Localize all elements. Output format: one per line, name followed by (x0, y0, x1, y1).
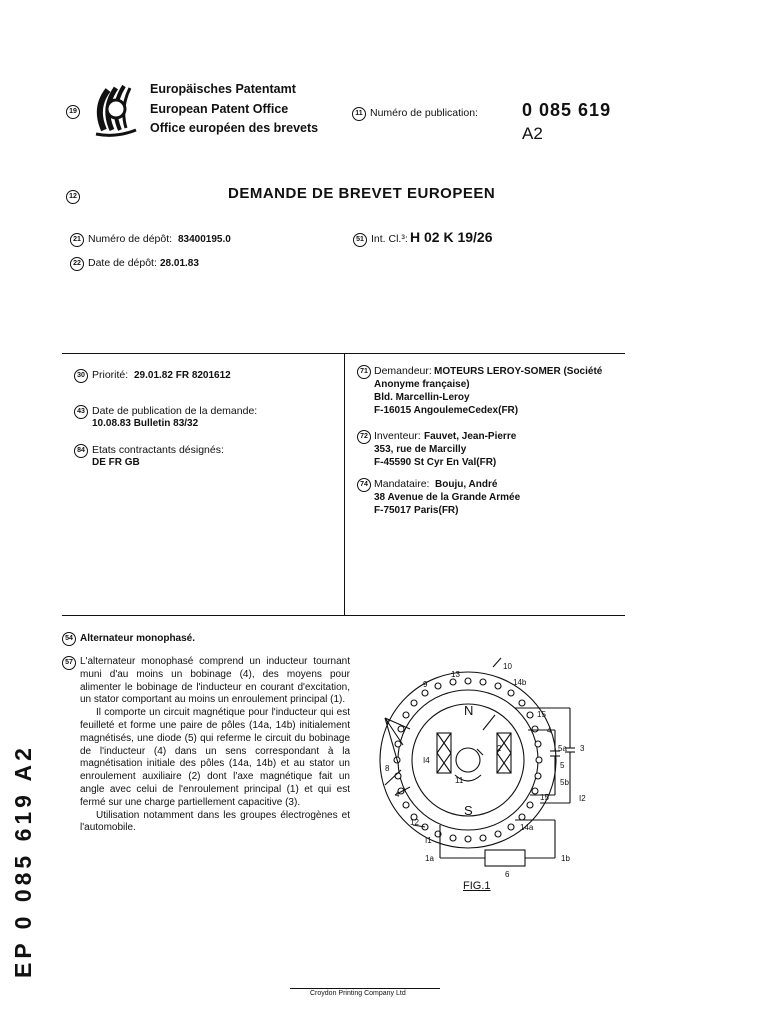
application-number: 83400195.0 (178, 234, 231, 245)
field-code-74: 74 (357, 478, 371, 492)
applicant-label: Demandeur: (374, 365, 432, 377)
agent-label: Mandataire: (374, 478, 430, 490)
publication-date-value: 10.08.83 Bulletin 83/32 (92, 418, 199, 429)
publication-number-label: Numéro de publication: (370, 107, 478, 119)
field-code-21: 21 (70, 233, 84, 247)
stator-outer (380, 672, 556, 848)
figure-label: 9 (423, 680, 428, 689)
figure-label: 10 (503, 662, 512, 671)
figure-label: 15 (537, 710, 546, 719)
epo-logo-icon (90, 80, 142, 138)
figure-label: 12 (410, 818, 419, 827)
figure-label: 14b (513, 678, 527, 687)
figure-label: 5b (560, 778, 569, 787)
applicant-line: Bld. Marcellin-Leroy (374, 392, 470, 403)
publication-kind: A2 (522, 124, 543, 143)
rotor-shaft (456, 748, 480, 772)
figure-label: 1a (425, 854, 434, 863)
field-code-30: 30 (74, 369, 88, 383)
figure-label: 11 (455, 776, 464, 785)
field-code-51: 51 (353, 233, 367, 247)
alternator-diagram (365, 655, 625, 915)
figure-label: 2 (497, 744, 502, 753)
publication-number: 0 085 619 (522, 100, 612, 120)
applicant-line: Anonyme française) (374, 379, 470, 390)
figure-label: 3 (580, 744, 585, 753)
figure-label: 5 (560, 761, 565, 770)
printer-credit: Croydon Printing Company Ltd (310, 990, 406, 997)
field-code-43: 43 (74, 405, 88, 419)
office-name-fr: Office européen des brevets (150, 121, 319, 135)
agent-line: 38 Avenue de la Grande Armée (374, 492, 521, 503)
figure-label: I4 (423, 756, 430, 765)
footer-divider (290, 988, 440, 989)
figure-label: 4 (395, 790, 400, 799)
int-cl-value: H 02 K 19/26 (410, 229, 493, 245)
agent-line: Bouju, André (435, 479, 498, 490)
abstract-paragraph: Il comporte un circuit magnétique pour l'inducteur qui est feuilleté et forme une paire de pôles (14a, 14b) initialement magnétisés, une diode (5) qui referme le circuit du bobinage de l'inducteur (4) dans un sens correspondant à la magnétisation initiale des pôles (14a, 14b) et au stator un enroulement auxiliaire (2) dont l'axe magnétique fait un angle avec celui de l'enroulement principal (1) et qui est fermé sur une charge partiellement capacitive (3). (80, 707, 350, 808)
figure-caption: FIG.1 (463, 880, 491, 892)
field-code-11: 11 (352, 107, 366, 121)
figure-label: 15 (540, 793, 549, 802)
divider (62, 615, 625, 616)
applicant-line: MOTEURS LEROY-SOMER (Société (434, 366, 603, 377)
abstract-paragraph: L'alternateur monophasé comprend un inducteur tournant muni d'au moins un bobinage (4), des moyens pour alimenter le bobinage de l'inducteur en courant d'excitation, un stator comportant au moins un enroulement principal (1). (80, 656, 350, 706)
figure-label: 7 (385, 718, 390, 727)
figure-label: 1b (561, 854, 570, 863)
figure-label: 14a (520, 823, 534, 832)
priority-label: Priorité: (92, 369, 129, 381)
application-number-label: Numéro de dépôt: (88, 233, 173, 245)
agent-line: F-75017 Paris(FR) (374, 505, 459, 516)
field-code-71: 71 (357, 365, 371, 379)
field-code-54: 54 (62, 632, 76, 646)
int-cl-label: Int. Cl.³: (371, 233, 408, 245)
field-code-72: 72 (357, 430, 371, 444)
publication-date-label: Date de publication de la demande: (92, 405, 258, 417)
rotor-coil-left (437, 733, 451, 773)
document-type-title: DEMANDE DE BREVET EUROPEEN (228, 185, 496, 202)
inventor-label: Inventeur: (374, 430, 421, 442)
vertical-publication-number: EP 0 085 619 A2 (10, 744, 36, 978)
inventor-line: F-45590 St Cyr En Val(FR) (374, 457, 497, 468)
figure-label: 4 (547, 726, 552, 735)
inventor-line: 353, rue de Marcilly (374, 444, 467, 455)
field-code-22: 22 (70, 257, 84, 271)
office-name-en: European Patent Office (150, 101, 289, 116)
designated-states-value: DE FR GB (92, 457, 140, 468)
field-code-19: 19 (66, 105, 80, 119)
figure-label: 13 (451, 670, 460, 679)
invention-title: Alternateur monophasé. (80, 633, 196, 644)
pole-south: S (464, 803, 473, 818)
inventor-line: Fauvet, Jean-Pierre (424, 431, 517, 442)
figure-label: 5a (558, 744, 567, 753)
filing-date-label: Date de dépôt: (88, 257, 157, 269)
field-code-12: 12 (66, 190, 80, 204)
field-code-57: 57 (62, 656, 76, 670)
figure-label: I1 (425, 836, 432, 845)
designated-states-label: Etats contractants désignés: (92, 444, 224, 456)
figure-label: I2 (579, 794, 586, 803)
abstract-paragraph: Utilisation notamment dans les groupes électrogènes et l'automobile. (80, 809, 350, 834)
office-name-de: Europäisches Patentamt (150, 82, 296, 96)
figure-label: 8 (385, 764, 390, 773)
field-code-84: 84 (74, 444, 88, 458)
figure-label: 6 (505, 870, 510, 879)
rotor-coil-right (497, 733, 511, 773)
load-resistor (485, 850, 525, 866)
priority-value: 29.01.82 FR 8201612 (134, 370, 231, 381)
pole-north: N (464, 703, 474, 718)
applicant-line: F-16015 AngoulemeCedex(FR) (374, 405, 519, 416)
column-divider (344, 353, 345, 615)
filing-date: 28.01.83 (160, 258, 199, 269)
abstract-text (80, 656, 350, 835)
